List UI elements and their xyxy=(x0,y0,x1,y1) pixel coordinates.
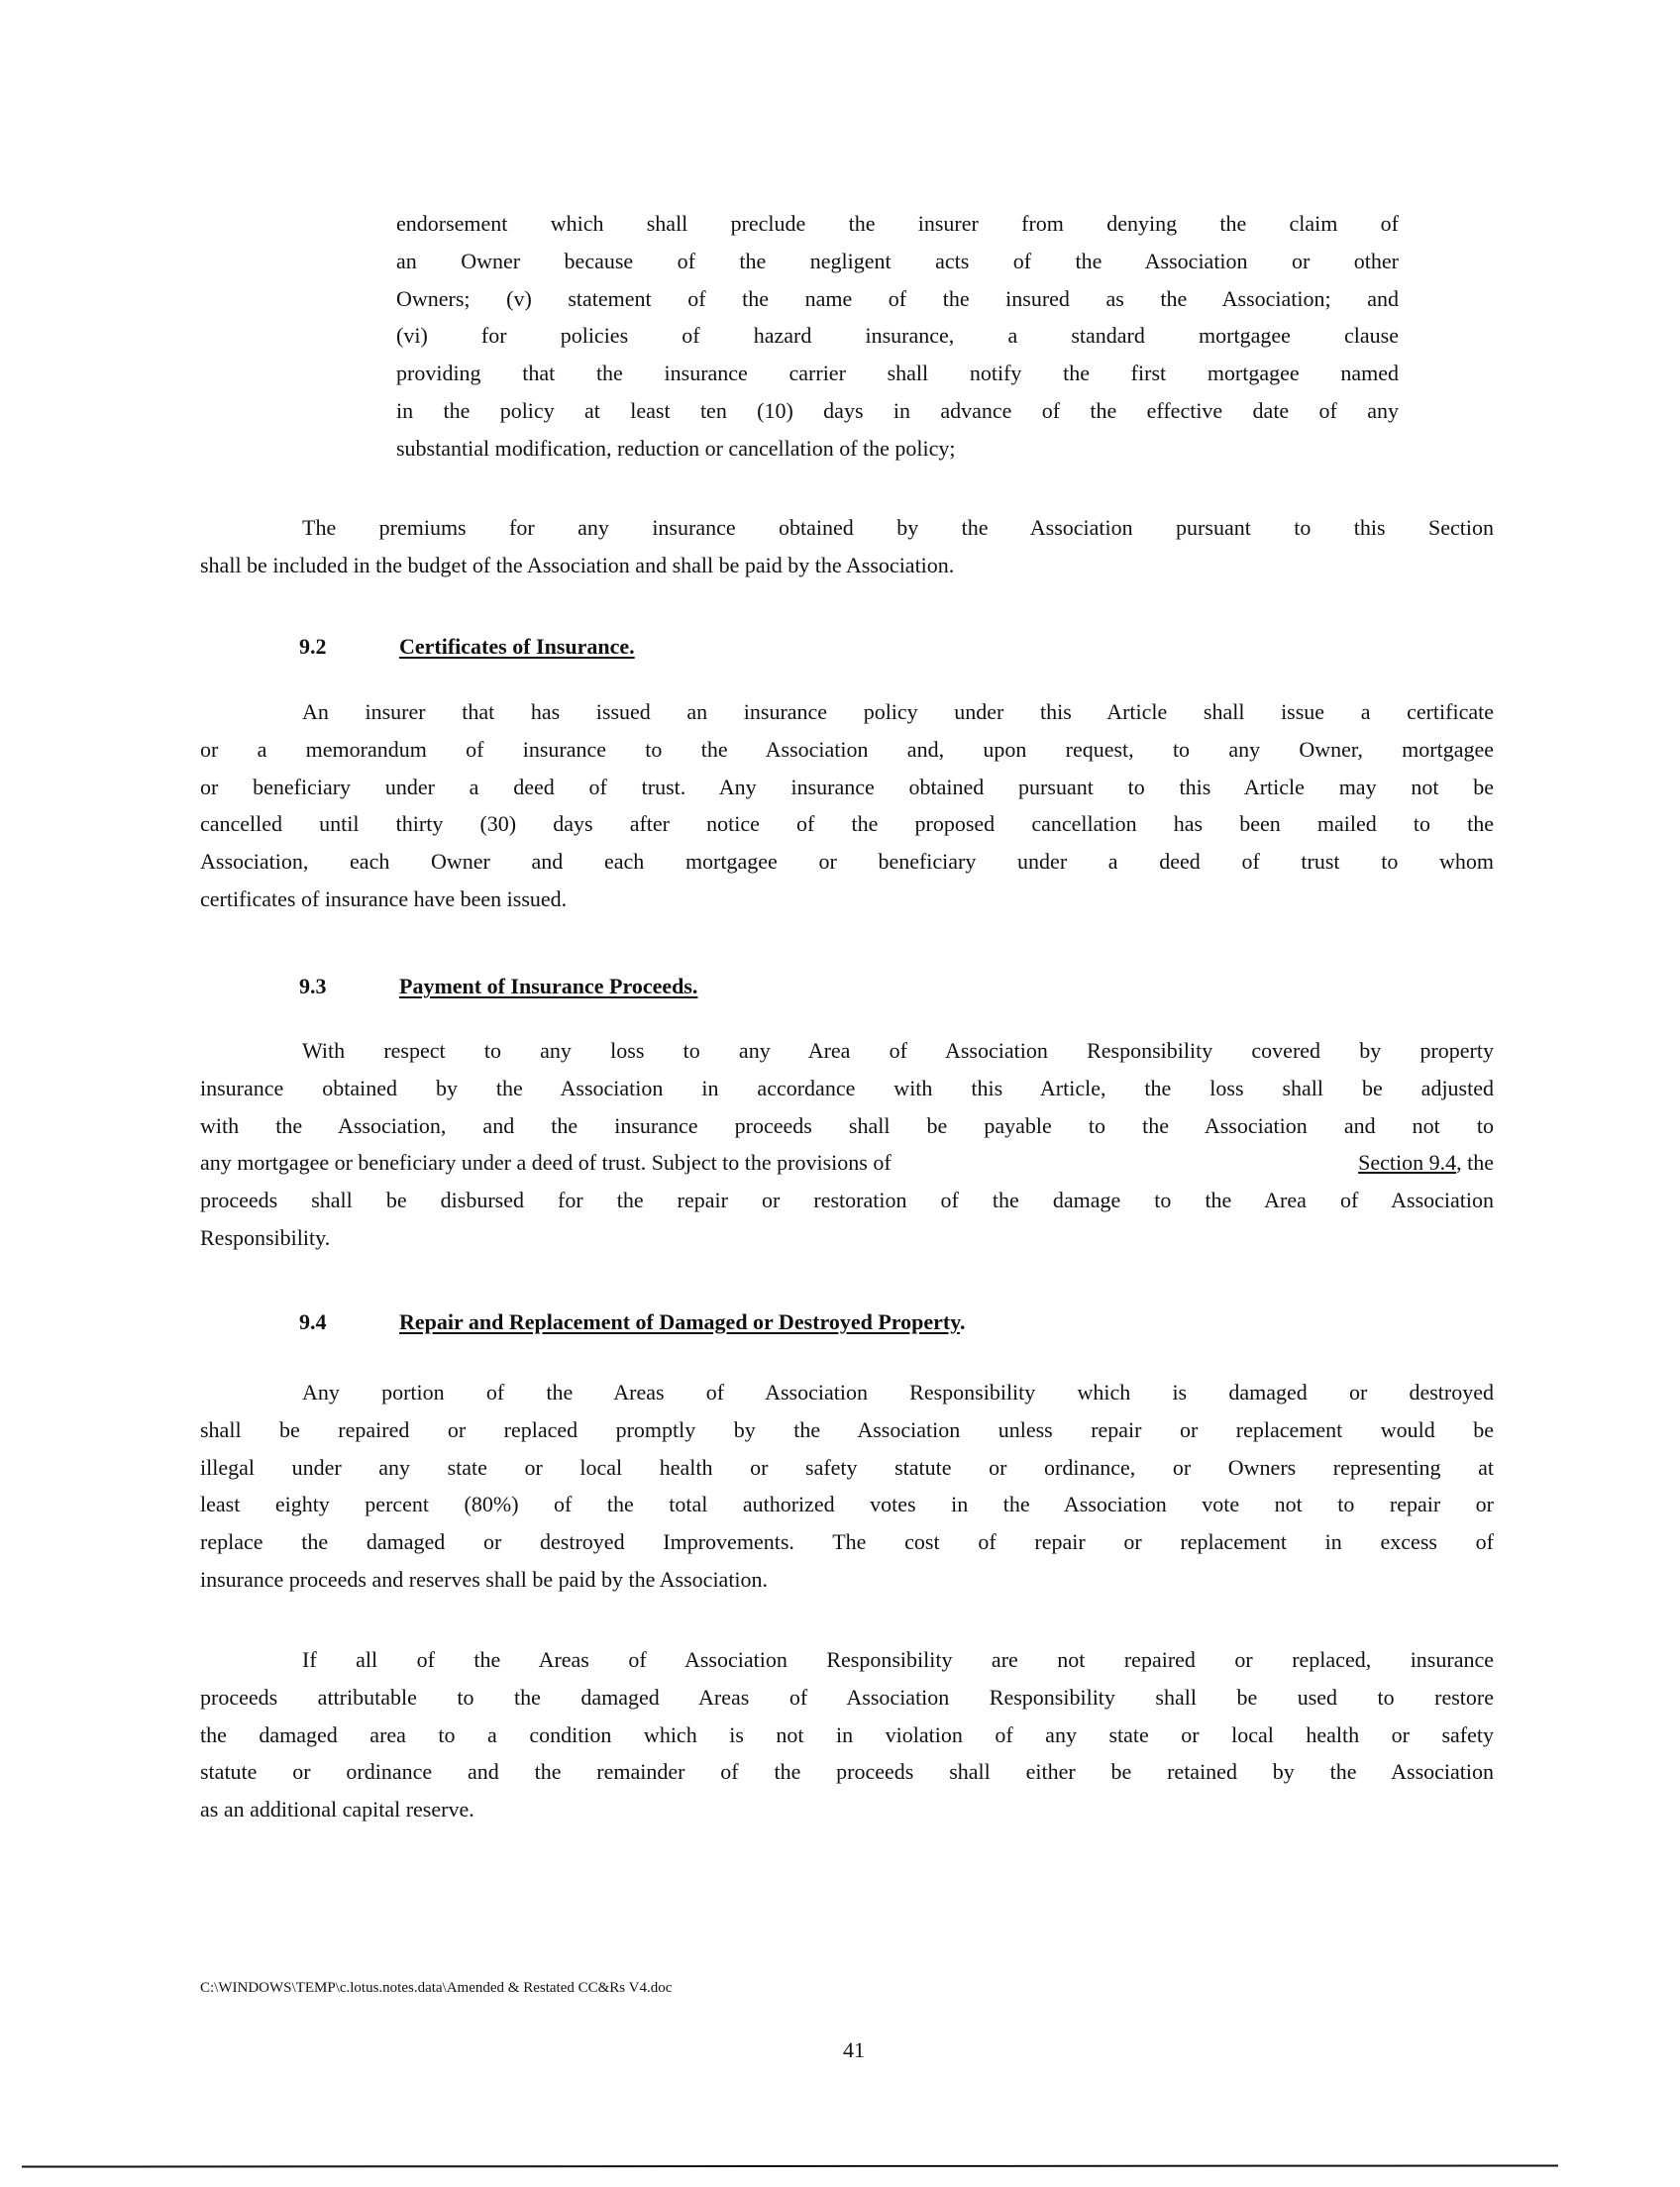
paragraph-line: With respect to any loss to any Area of Association Responsibility covered by property xyxy=(302,1038,1494,1063)
paragraph-line: statute or ordinance and the remainder of the proceeds shall either be retained by the Association xyxy=(200,1759,1494,1785)
section-title-period: . xyxy=(960,1309,966,1334)
paragraph-line: If all of the Areas of Association Responsibility are not repaired or replaced, insurance xyxy=(302,1647,1494,1672)
paragraph-line: cancelled until thirty (30) days after notice of the proposed cancellation has been mailed to the xyxy=(200,811,1494,837)
paragraph-line-text: any mortgagee or beneficiary under a deed of trust. Subject to the provisions of xyxy=(200,1150,892,1176)
section-heading-9-2 xyxy=(299,628,893,666)
clause-line: providing that the insurance carrier shall notify the first mortgagee named xyxy=(396,361,1399,386)
section-number: 9.3 xyxy=(299,974,327,998)
paragraph-line: certificates of insurance have been issued. xyxy=(200,885,568,911)
paragraph-line: proceeds shall be disbursed for the repair or restoration of the damage to the Area of Association xyxy=(200,1188,1494,1213)
clause-line: substantial modification, reduction or cancellation of the policy; xyxy=(396,435,956,461)
paragraph-line: Any portion of the Areas of Association Responsibility which is damaged or destroyed xyxy=(302,1380,1494,1405)
page-number: 41 xyxy=(843,2037,865,2062)
section-number: 9.4 xyxy=(299,1309,327,1334)
paragraph-line: as an additional capital reserve. xyxy=(200,1797,474,1822)
clause-line: Owners; (v) statement of the name of the insured as the Association; and xyxy=(396,285,1399,311)
paragraph-line: shall be repaired or replaced promptly by the Association unless repair or replacement would be xyxy=(200,1416,1494,1442)
clause-line: an Owner because of the negligent acts of the Association or other xyxy=(396,248,1399,273)
bottom-rule-divider xyxy=(22,2164,1558,2167)
section-9-4-paragraph-1 xyxy=(200,1374,1494,1599)
section-heading-9-3 xyxy=(299,968,993,1005)
paragraph-line: Responsibility. xyxy=(200,1224,331,1250)
section-title-wrap xyxy=(399,1303,966,1341)
footer-file-path: C:\WINDOWS\TEMP\c.lotus.notes.data\Amended & Restated CC&Rs V4.doc xyxy=(200,1980,673,1996)
paragraph-line: Association, each Owner and each mortgagee or beneficiary under a deed of trust to whom xyxy=(200,849,1494,875)
paragraph-line: insurance proceeds and reserves shall be paid by the Association. xyxy=(200,1566,769,1592)
section-heading-9-4 xyxy=(299,1303,1389,1341)
paragraph-line: shall be included in the budget of the Association and shall be paid by the Association. xyxy=(200,552,955,577)
clause-line: in the policy at least ten (10) days in advance of the effective date of any xyxy=(396,397,1399,423)
clause-line: (vi) for policies of hazard insurance, a standard mortgagee clause xyxy=(396,323,1399,349)
paragraph-line: the damaged area to a condition which is not in violation of any state or local health or safety xyxy=(200,1721,1494,1747)
section-9-2-paragraph xyxy=(200,693,1494,918)
section-9-3-paragraph xyxy=(200,1032,1494,1257)
section-title: Repair and Replacement of Damaged or Destroyed Property xyxy=(399,1309,961,1334)
paragraph-line: or beneficiary under a deed of trust. Any insurance obtained pursuant to this Article may not be xyxy=(200,774,1494,799)
section-9-4-link[interactable]: Section 9.4 xyxy=(1358,1150,1457,1176)
paragraph-line: replace the damaged or destroyed Improvements. The cost of repair or replacement in excess of xyxy=(200,1529,1494,1555)
paragraph-line: proceeds attributable to the damaged Areas of Association Responsibility shall be used to restore xyxy=(200,1684,1494,1710)
paragraph-line-text: , the xyxy=(1456,1150,1494,1176)
paragraph-line xyxy=(200,1144,1494,1182)
paragraph-line: An insurer that has issued an insurance policy under this Article shall issue a certificate xyxy=(302,699,1494,724)
continued-clause-block xyxy=(396,205,1399,468)
paragraph-line: with the Association, and the insurance proceeds shall be payable to the Association and not to xyxy=(200,1112,1494,1138)
section-title: Payment of Insurance Proceeds. xyxy=(399,974,698,998)
paragraph-line: or a memorandum of insurance to the Association and, upon request, to any Owner, mortgagee xyxy=(200,736,1494,762)
section-title: Certificates of Insurance. xyxy=(399,634,635,659)
paragraph-line: The premiums for any insurance obtained by the Association pursuant to this Section xyxy=(302,515,1494,540)
section-9-4-paragraph-2 xyxy=(200,1641,1494,1828)
premiums-paragraph xyxy=(200,509,1494,584)
paragraph-line: illegal under any state or local health or safety statute or ordinance, or Owners representing at xyxy=(200,1454,1494,1480)
paragraph-line: least eighty percent (80%) of the total authorized votes in the Association vote not to repair or xyxy=(200,1492,1494,1517)
section-number: 9.2 xyxy=(299,634,327,659)
paragraph-line: insurance obtained by the Association in accordance with this Article, the loss shall be adjusted xyxy=(200,1075,1494,1100)
clause-line: endorsement which shall preclude the insurer from denying the claim of xyxy=(396,211,1399,236)
